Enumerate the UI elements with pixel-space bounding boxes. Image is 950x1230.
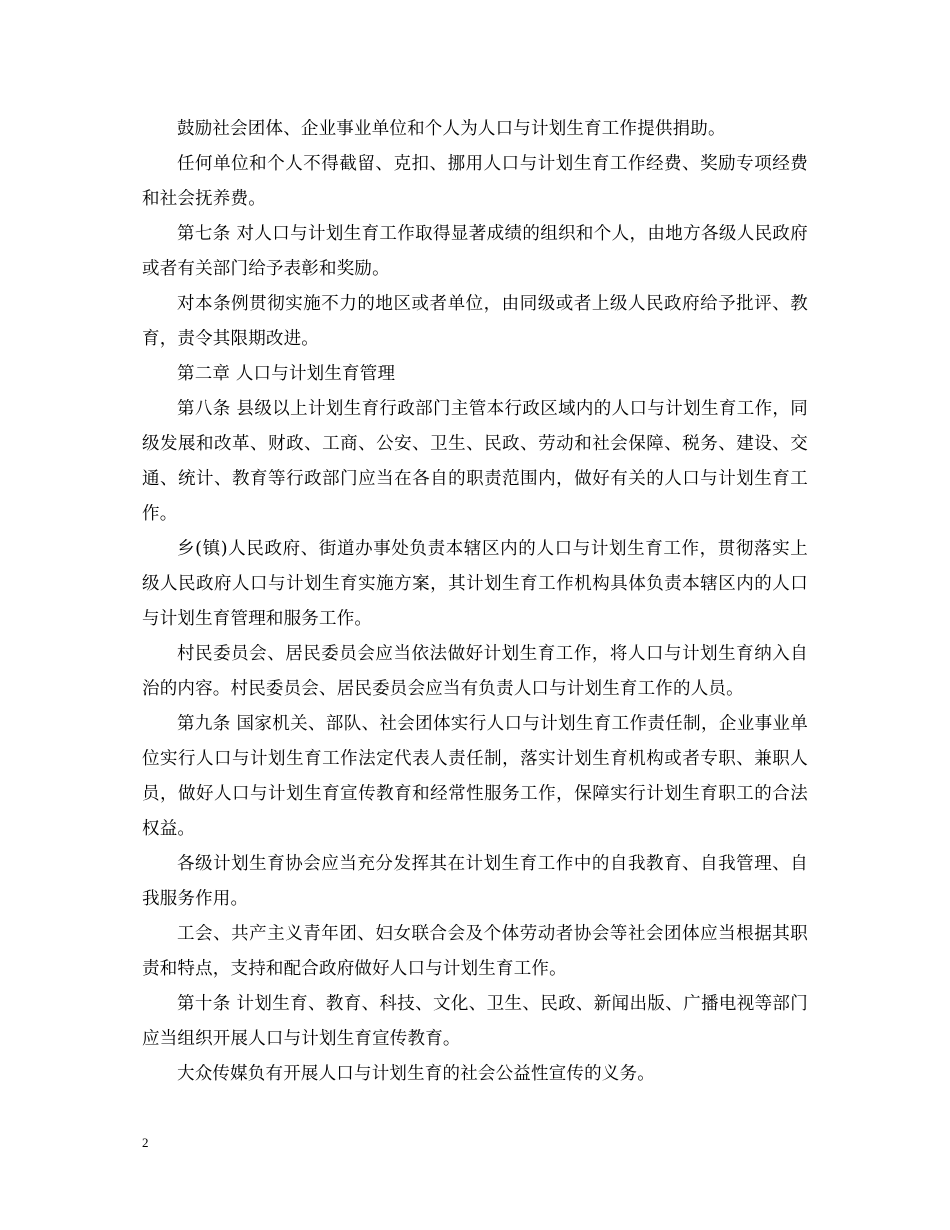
paragraph-criticism: 对本条例贯彻实施不力的地区或者单位，由同级或者上级人民政府给予批评、教育，责令其限期改进。 <box>142 294 808 349</box>
paragraph-funds: 任何单位和个人不得截留、克扣、挪用人口与计划生育工作经费、奖励专项经费和社会抚养费。 <box>142 154 808 209</box>
paragraph-media: 大众传媒负有开展人口与计划生育的社会公益性宣传的义务。 <box>177 1064 655 1084</box>
paragraph-donation: 鼓励社会团体、企业事业单位和个人为人口与计划生育工作提供捐助。 <box>177 119 726 139</box>
paragraph-township: 乡(镇)人民政府、街道办事处负责本辖区内的人口与计划生育工作，贯彻落实上级人民政府人口与计划生育实施方案，其计划生育工作机构具体负责本辖区内的人口与计划生育管理和服务工作。 <box>142 539 808 629</box>
chapter-heading: 第二章 人口与计划生育管理 <box>177 364 396 384</box>
paragraph-article-10: 第十条 计划生育、教育、科技、文化、卫生、民政、新闻出版、广播电视等部门应当组织开展人口与计划生育宣传教育。 <box>142 994 808 1049</box>
document-body <box>142 112 808 1092</box>
paragraph-article-9: 第九条 国家机关、部队、社会团体实行人口与计划生育工作责任制，企业事业单位实行人口与计划生育工作法定代表人责任制，落实计划生育机构或者专职、兼职人员，做好人口与计划生育宣传教育和经常性服务工作，保障实行计划生育职工的合法权益。 <box>142 714 808 839</box>
page-number: 2 <box>142 1135 149 1150</box>
paragraph-article-8: 第八条 县级以上计划生育行政部门主管本行政区域内的人口与计划生育工作，同级发展和改革、财政、工商、公安、卫生、民政、劳动和社会保障、税务、建设、交通、统计、教育等行政部门应当在各自的职责范围内，做好有关的人口与计划生育工作。 <box>142 399 808 524</box>
paragraph-village-committee: 村民委员会、居民委员会应当依法做好计划生育工作，将人口与计划生育纳入自治的内容。村民委员会、居民委员会应当有负责人口与计划生育工作的人员。 <box>142 644 808 699</box>
paragraph-social-groups: 工会、共产主义青年团、妇女联合会及个体劳动者协会等社会团体应当根据其职责和特点，支持和配合政府做好人口与计划生育工作。 <box>142 924 808 979</box>
paragraph-article-7: 第七条 对人口与计划生育工作取得显著成绩的组织和个人，由地方各级人民政府或者有关部门给予表彰和奖励。 <box>142 224 808 279</box>
paragraph-association: 各级计划生育协会应当充分发挥其在计划生育工作中的自我教育、自我管理、自我服务作用。 <box>142 854 808 909</box>
